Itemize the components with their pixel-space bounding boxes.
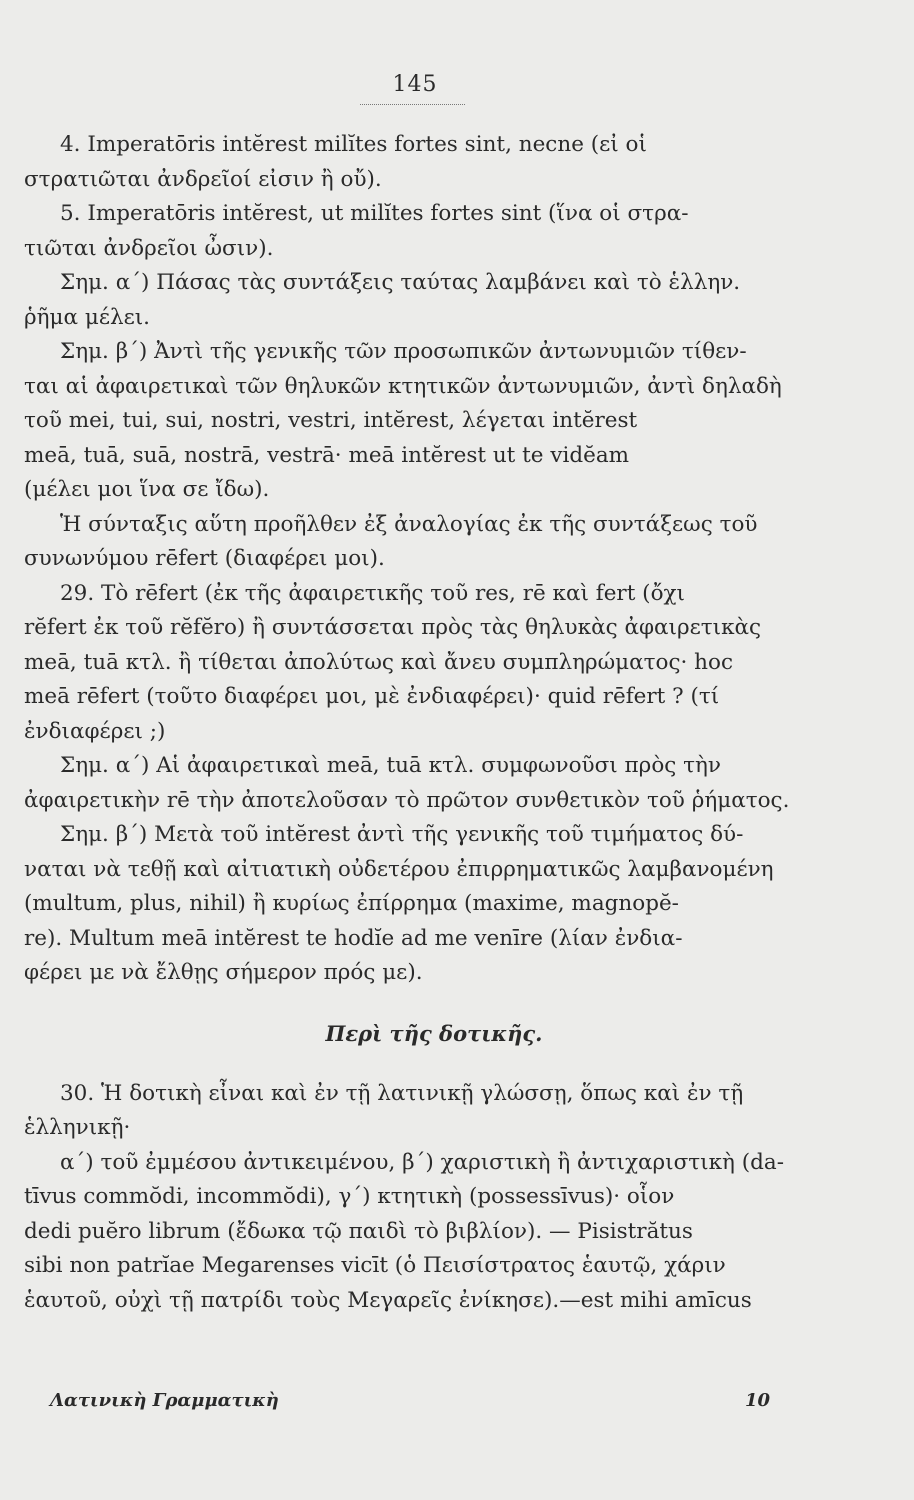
signature-number: 10 xyxy=(744,1390,770,1411)
text-line: ἐνδιαφέρει ;) xyxy=(24,718,166,744)
text-line: (multum, plus, nihil) ἢ κυρίως ἐπίρρημα (maxime, magnopĕ- xyxy=(24,891,679,916)
page-number: 145 xyxy=(392,72,438,97)
text-line: (μέλει μοι ἵνα σε ἴδω). xyxy=(24,477,270,502)
text-line: τοῦ mei, tui, sui, nostri, vestri, intĕrest, λέγεται intĕrest xyxy=(24,408,638,433)
text-line: συνωνύμου rēfert (διαφέρει μοι). xyxy=(24,546,385,571)
text-line: Σημ. α΄) Πάσας τὰς συντάξεις ταύτας λαμβάνει καὶ τὸ ἑλλην. xyxy=(60,270,741,295)
text-line: στρατιῶται ἀνδρεῖοί εἰσιν ἢ οὔ). xyxy=(24,166,382,192)
text-line: 30. Ἡ δοτικὴ εἶναι καὶ ἐν τῇ λατινικῇ γλώσσῃ, ὅπως καὶ ἐν τῇ xyxy=(60,1080,744,1106)
text-line: 4. Imperatōris intĕrest milĭtes fortes sint, necne (εἰ οἱ xyxy=(60,132,647,157)
text-line: rĕfert ἐκ τοῦ rĕfĕro) ἢ συντάσσεται πρὸς τὰς θηλυκὰς ἀφαιρετικὰς xyxy=(24,615,762,640)
text-line: ἑαυτοῦ, οὐχὶ τῇ πατρίδι τοὺς Μεγαρεῖς ἐνίκησε).—est mihi amīcus xyxy=(24,1287,752,1313)
text-line: ἀφαιρετικὴν rē τὴν ἀποτελοῦσαν τὸ πρῶτον συνθετικὸν τοῦ ῥήματος. xyxy=(24,787,790,813)
text-line: ῥῆμα μέλει. xyxy=(24,304,150,330)
text-line: 29. Τὸ rēfert (ἐκ τῆς ἀφαιρετικῆς τοῦ res, rē καὶ fert (ὄχι xyxy=(60,580,685,606)
text-line: φέρει με νὰ ἔλθῃς σήμερον πρός με). xyxy=(24,960,423,985)
text-line: Σημ. α΄) Αἱ ἀφαιρετικαὶ meā, tuā κτλ. συμφωνοῦσι πρὸς τὴν xyxy=(60,753,721,778)
text-line: meā rēfert (τοῦτο διαφέρει μοι, μὲ ἐνδιαφέρει)· quid rēfert ? (τί xyxy=(24,684,720,709)
text-line: α΄) τοῦ ἐμμέσου ἀντικειμένου, β΄) χαριστικὴ ἢ ἀντιχαριστικὴ (da- xyxy=(60,1149,784,1175)
text-line: meā, tuā κτλ. ἢ τίθεται ἀπολύτως καὶ ἄνευ συμπληρώματος· hoc xyxy=(24,649,734,675)
text-line: ται αἱ ἀφαιρετικαὶ τῶν θηλυκῶν κτητικῶν ἀντωνυμιῶν, ἀντὶ δηλαδὴ xyxy=(24,373,782,399)
text-line: τιῶται ἀνδρεῖοι ὦσιν). xyxy=(24,235,274,261)
text-line: Σημ. β΄) Ἀντὶ τῆς γενικῆς τῶν προσωπικῶν ἀντωνυμιῶν τίθεν- xyxy=(60,339,747,364)
page-footer xyxy=(50,1390,770,1411)
section-heading: Περὶ τῆς δοτικῆς. xyxy=(325,1020,543,1046)
text-line: ναται νὰ τεθῇ καὶ αἰτιατικὴ οὐδετέρου ἐπιρρηματικῶς λαμβανομένη xyxy=(24,856,774,882)
body-text xyxy=(24,128,824,1318)
text-line: Σημ. β΄) Μετὰ τοῦ intĕrest ἀντὶ τῆς γενικῆς τοῦ τιμήματος δύ- xyxy=(60,822,744,847)
text-line: dedi puĕro librum (ἔδωκα τῷ παιδὶ τὸ βιβλίον). — Pisistrătus xyxy=(24,1218,693,1244)
text-line: tīvus commŏdi, incommŏdi), γ΄) κτητικὴ (possessīvus)· οἷον xyxy=(24,1184,675,1209)
text-line: sibi non patrĭae Megarenses vicīt (ὁ Πεισίστρατος ἑαυτῷ, χάριν xyxy=(24,1253,726,1278)
text-line: re). Multum meā intĕrest te hodĭe ad me venīre (λίαν ἐνδια- xyxy=(24,925,683,951)
text-line: meā, tuā, suā, nostrā, vestrā· meā intĕrest ut te vidĕam xyxy=(24,442,630,468)
text-line: ἑλληνικῇ· xyxy=(24,1115,131,1140)
header-rule xyxy=(360,104,465,105)
text-line: Ἡ σύνταξις αὕτη προῆλθεν ἐξ ἀναλογίας ἐκ τῆς συντάξεως τοῦ xyxy=(60,511,758,537)
text-line: 5. Imperatōris intĕrest, ut milĭtes fortes sint (ἵνα οἱ στρα- xyxy=(60,201,689,226)
footer-title: Λατινικὴ Γραμματικὴ xyxy=(50,1390,279,1411)
